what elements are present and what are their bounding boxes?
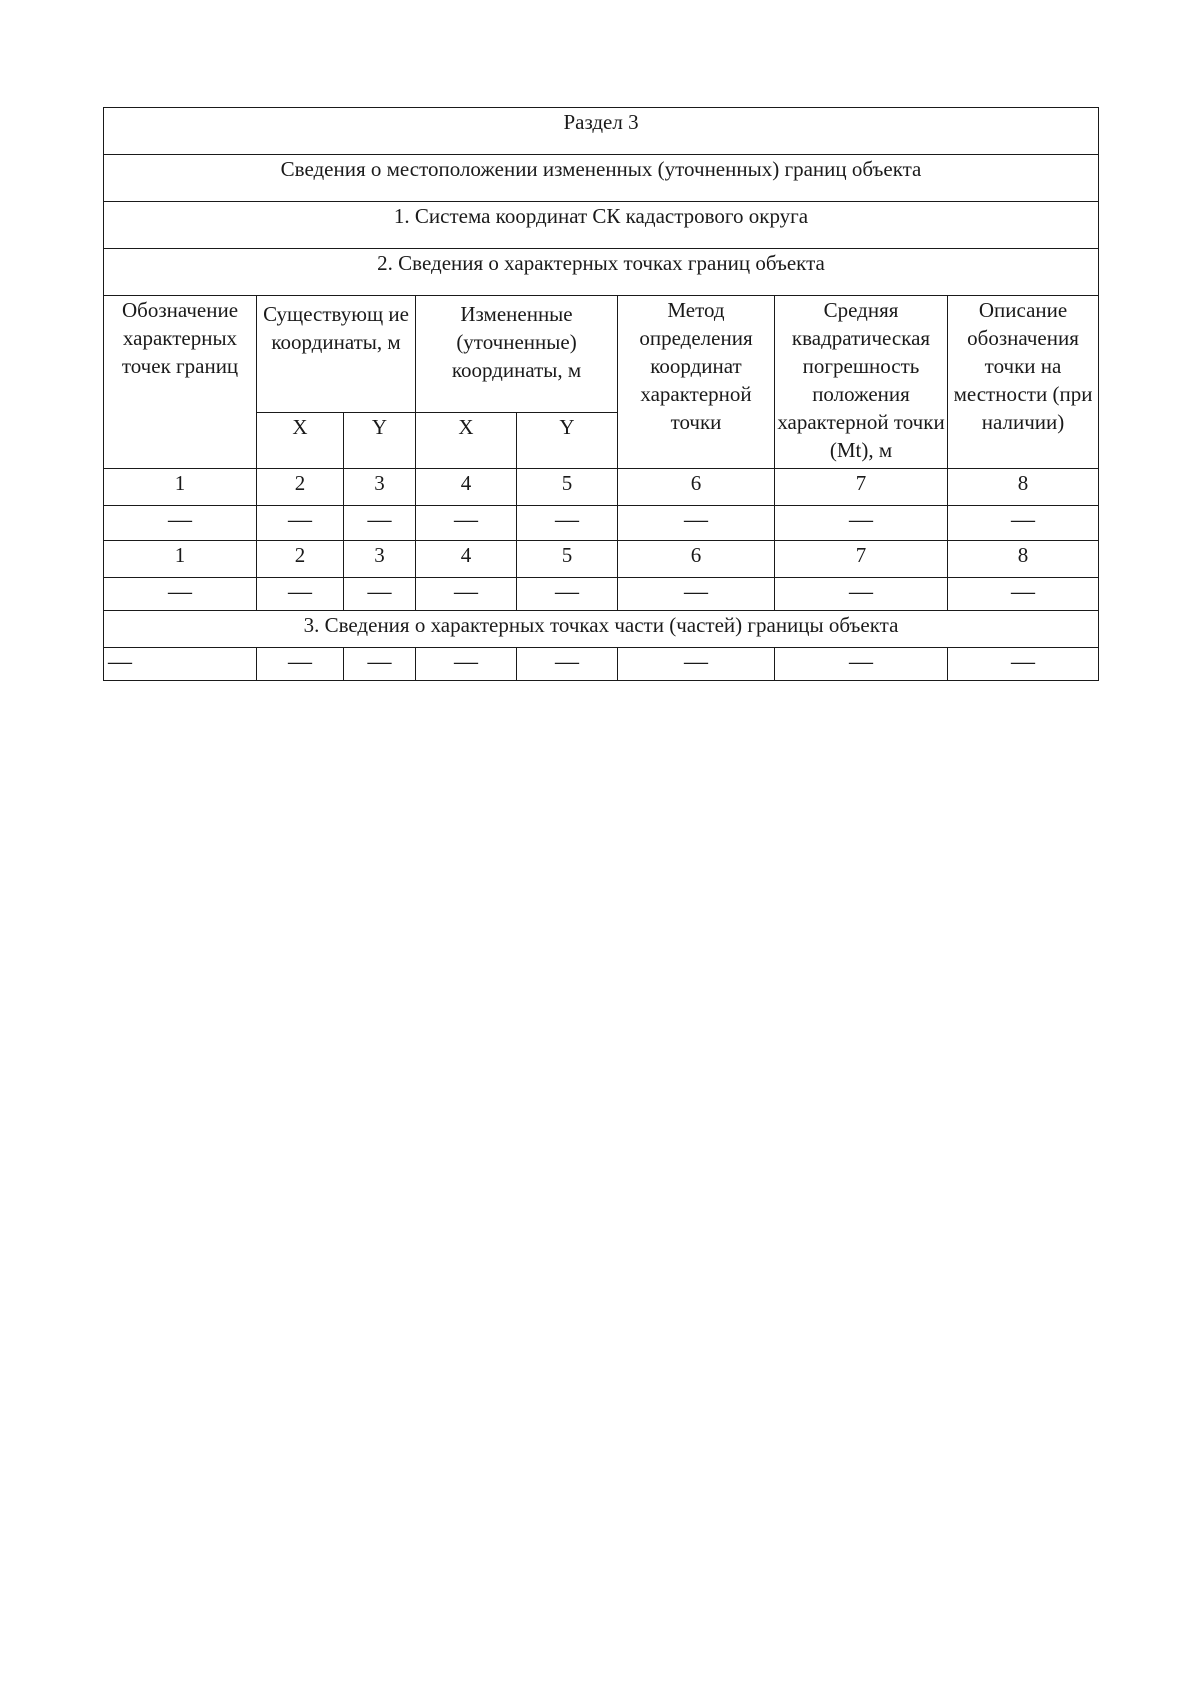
section-title: Раздел 3 <box>104 108 1099 155</box>
column-number: 3 <box>344 469 416 506</box>
empty-cell-dash: — <box>257 506 344 541</box>
header-existing-x: X <box>257 413 344 469</box>
header-changed-coordinates: Измененные (уточненные) координаты, м <box>416 296 618 413</box>
empty-cell-dash: — <box>618 506 775 541</box>
empty-cell-dash: — <box>104 648 257 681</box>
header-changed-y: Y <box>517 413 618 469</box>
empty-cell-dash: — <box>517 578 618 611</box>
header-description: Описание обозначения точки на местности (при наличии) <box>948 296 1099 469</box>
empty-cell-dash: — <box>104 506 257 541</box>
empty-cell-dash: — <box>344 648 416 681</box>
empty-cell-dash: — <box>775 506 948 541</box>
column-number: 8 <box>948 469 1099 506</box>
empty-cell-dash: — <box>517 648 618 681</box>
empty-cell-dash: — <box>618 578 775 611</box>
boundary-points-table <box>103 107 1099 681</box>
header-changed-x: X <box>416 413 517 469</box>
column-number: 2 <box>257 469 344 506</box>
column-number: 2 <box>257 541 344 578</box>
column-number: 7 <box>775 469 948 506</box>
empty-cell-dash: — <box>104 578 257 611</box>
column-number: 7 <box>775 541 948 578</box>
part-boundary-heading: 3. Сведения о характерных точках части (частей) границы объекта <box>104 611 1099 648</box>
empty-cell-dash: — <box>618 648 775 681</box>
column-number: 1 <box>104 541 257 578</box>
empty-cell-dash: — <box>344 506 416 541</box>
empty-cell-dash: — <box>948 578 1099 611</box>
column-number: 5 <box>517 469 618 506</box>
header-designation: Обозначение характерных точек границ <box>104 296 257 469</box>
column-number: 6 <box>618 469 775 506</box>
column-number: 5 <box>517 541 618 578</box>
empty-cell-dash: — <box>257 578 344 611</box>
empty-cell-dash: — <box>948 648 1099 681</box>
column-number: 1 <box>104 469 257 506</box>
empty-cell-dash: — <box>517 506 618 541</box>
header-existing-y: Y <box>344 413 416 469</box>
empty-cell-dash: — <box>416 648 517 681</box>
empty-cell-dash: — <box>416 506 517 541</box>
empty-cell-dash: — <box>257 648 344 681</box>
column-number: 4 <box>416 469 517 506</box>
section-subtitle: Сведения о местоположении измененных (уточненных) границ объекта <box>104 155 1099 202</box>
empty-cell-dash: — <box>344 578 416 611</box>
coordinate-system: 1. Система координат СК кадастрового округа <box>104 202 1099 249</box>
column-number: 4 <box>416 541 517 578</box>
column-number: 3 <box>344 541 416 578</box>
header-existing-coordinates: Существующ ие координаты, м <box>257 296 416 413</box>
header-method: Метод определения координат характерной точки <box>618 296 775 469</box>
empty-cell-dash: — <box>948 506 1099 541</box>
points-heading: 2. Сведения о характерных точках границ объекта <box>104 249 1099 296</box>
empty-cell-dash: — <box>775 578 948 611</box>
empty-cell-dash: — <box>775 648 948 681</box>
header-error: Средняя квадратическая погрешность положения характерной точки (Mt), м <box>775 296 948 469</box>
column-number: 6 <box>618 541 775 578</box>
column-number: 8 <box>948 541 1099 578</box>
empty-cell-dash: — <box>416 578 517 611</box>
